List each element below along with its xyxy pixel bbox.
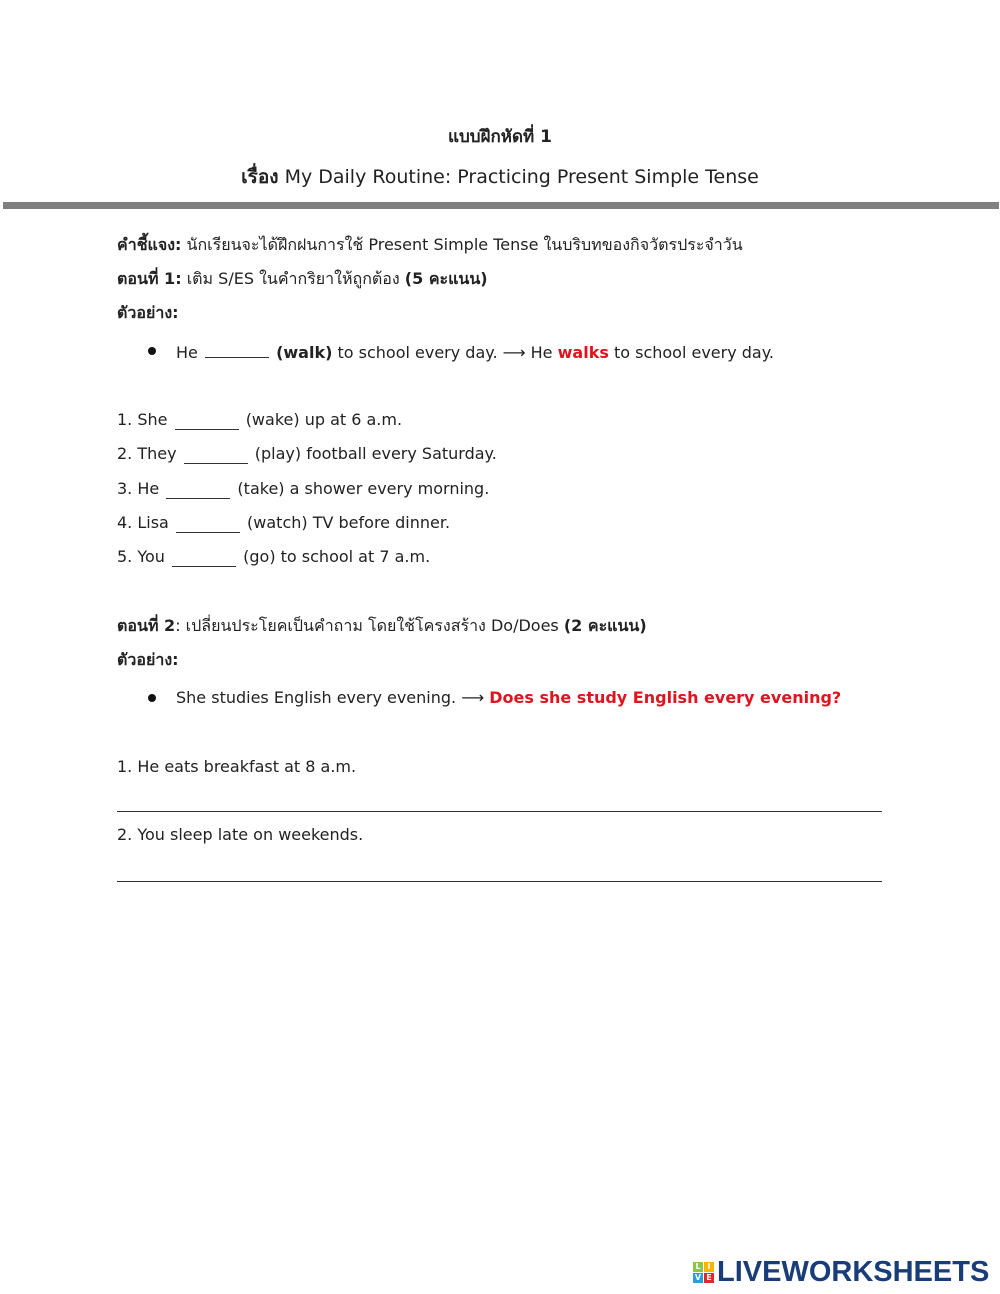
logo-tile: E	[704, 1273, 714, 1283]
answer-blank-2[interactable]	[184, 447, 248, 464]
item-prefix: 1. She	[117, 410, 168, 429]
part2-item-1: 1. He eats breakfast at 8 a.m.	[117, 757, 357, 776]
part1-item	[117, 546, 430, 568]
item-suffix: (take) a shower every morning.	[237, 479, 490, 498]
part2-score: (2 คะแนน)	[563, 616, 647, 635]
part2-heading	[117, 615, 647, 637]
worksheet-subject	[0, 162, 1000, 192]
example-mid: to school every day. ⟶ He	[337, 343, 553, 362]
logo-text: LIVEWORKSHEETS	[717, 1256, 990, 1288]
example-pre: He	[176, 343, 198, 362]
part2-label: ตอนที่ 2	[117, 616, 176, 635]
part1-text: เติม S/ES ในคำกริยาให้ถูกต้อง	[186, 269, 400, 288]
instructions-label: คำชี้แจง:	[117, 235, 182, 254]
subject-label: เรื่อง	[241, 166, 279, 188]
part2-example	[176, 687, 841, 709]
part1-example-label: ตัวอย่าง:	[117, 303, 179, 322]
part1-label: ตอนที่ 1:	[117, 269, 182, 288]
answer-blank-4[interactable]	[176, 516, 240, 533]
answer-blank-5[interactable]	[172, 550, 236, 567]
item-prefix: 4. Lisa	[117, 513, 169, 532]
part1-item	[117, 409, 402, 431]
subject-text: My Daily Routine: Practicing Present Simple Tense	[284, 166, 759, 188]
logo-tiles-icon	[693, 1262, 714, 1283]
logo-tile: L	[693, 1262, 703, 1272]
part1-score: (5 คะแนน)	[404, 269, 488, 288]
example-sentence: She studies English every evening. ⟶	[176, 688, 485, 707]
answer-line-1[interactable]	[117, 791, 882, 812]
item-suffix: (watch) TV before dinner.	[247, 513, 451, 532]
example-verb: (walk)	[276, 343, 333, 362]
example-answer: walks	[557, 343, 609, 362]
answer-line-2[interactable]	[117, 861, 882, 882]
worksheet-title: แบบฝึกหัดที่ 1	[448, 127, 552, 147]
answer-blank-3[interactable]	[166, 482, 230, 499]
part1-item	[117, 443, 497, 465]
item-suffix: (wake) up at 6 a.m.	[245, 410, 403, 429]
item-suffix: (go) to school at 7 a.m.	[243, 547, 431, 566]
part1-example	[176, 341, 774, 364]
item-prefix: 2. They	[117, 444, 177, 463]
item-suffix: (play) football every Saturday.	[254, 444, 497, 463]
bullet-icon	[148, 347, 156, 355]
item-prefix: 3. He	[117, 479, 160, 498]
example-answer: Does she study English every evening?	[489, 688, 842, 707]
part2-example-label: ตัวอย่าง:	[117, 650, 179, 669]
part2-item-2: 2. You sleep late on weekends.	[117, 825, 364, 844]
divider	[3, 202, 999, 209]
part1-item	[117, 478, 489, 500]
example-post: to school every day.	[613, 343, 775, 362]
instructions	[117, 234, 743, 256]
bullet-icon	[148, 694, 156, 702]
part2-text: : เปลี่ยนประโยคเป็นคำถาม โดยใช้โครงสร้าง Do/Does	[175, 616, 559, 635]
part1-item	[117, 512, 450, 534]
liveworksheets-logo	[693, 1256, 989, 1289]
item-prefix: 5. You	[117, 547, 165, 566]
logo-tile: I	[704, 1262, 714, 1272]
part1-heading	[117, 268, 488, 290]
instructions-text: นักเรียนจะได้ฝึกฝนการใช้ Present Simple Tense ในบริบทของกิจวัตรประจำวัน	[186, 235, 743, 254]
logo-tile: V	[694, 1273, 702, 1282]
answer-blank-1[interactable]	[175, 413, 239, 430]
example-blank	[205, 341, 269, 358]
